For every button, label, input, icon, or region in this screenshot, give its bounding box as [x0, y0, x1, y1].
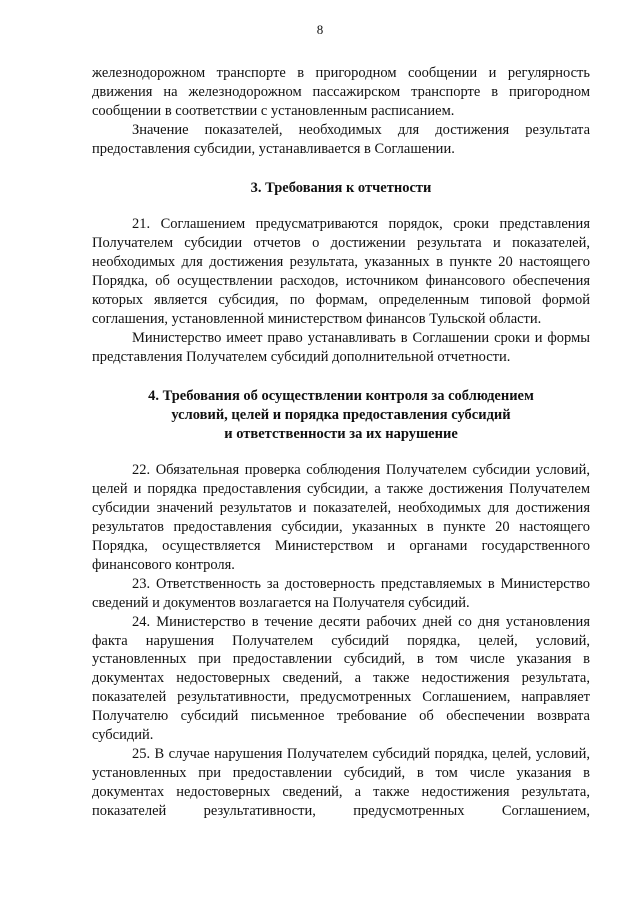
paragraph-25: 25. В случае нарушения Получателем субсидий порядка, целей, условий, установленных при предоставлении субсидий, в том числе указания в документах недостоверных сведений, а также недостижения результата, показателей результативности, предусмотренных Соглашением,	[92, 746, 590, 819]
paragraph-continuation: железнодорожном транспорте в пригородном сообщении и регулярность движения на железнодорожном пассажирском транспорте в пригородном сообщении в соответствии с установленным расписанием.	[92, 65, 590, 119]
section-heading-4-line-1: 4. Требования об осуществлении контроля за соблюдением	[148, 387, 534, 404]
paragraph-22: 22. Обязательная проверка соблюдения Получателем субсидии условий, целей и порядка предоставления субсидии, а также достижения Получателем субсидии значений результатов и показателей, необходимых для достижения результатов предоставления субсидии, указанных в пункте 20 настоящего Порядка, осуществляется Министерством и органами государственного финансового контроля.	[92, 462, 590, 573]
document-body	[92, 64, 590, 821]
page-number: 8	[316, 22, 324, 37]
paragraph-21-ministry: Министерство имеет право устанавливать в Соглашении сроки и формы представления Получателем субсидий дополнительной отчетности.	[92, 329, 590, 365]
paragraph-24: 24. Министерство в течение десяти рабочих дней со дня установления факта нарушения Получателем субсидий порядка, целей, условий, установленных при предоставлении субсидий, в том числе указания в документах недостоверных сведений, а также недостижения результата, показателей результативности, предусмотренных Соглашением, направляет Получателю субсидий письменное требование об обеспечении возврата субсидий.	[92, 613, 590, 744]
paragraph-21: 21. Соглашением предусматриваются порядок, сроки представления Получателем субсидии отчетов о достижении результата и показателей, необходимых для достижения результата, указанных в пункте 20 настоящего Порядка, об осуществлении расходов, источником финансового обеспечения которых является субсидия, по формам, определенным типовой формой соглашения, установленной министерством финансов Тульской области.	[92, 216, 590, 327]
section-heading-4-line-3: и ответственности за их нарушение	[224, 425, 458, 442]
paragraph-indicator-value: Значение показателей, необходимых для достижения результата предоставления субсидии, устанавливается в Соглашении.	[92, 121, 590, 157]
section-heading-3: 3. Требования к отчетности	[250, 179, 432, 196]
paragraph-23: 23. Ответственность за достоверность представляемых в Министерство сведений и документов возлагается на Получателя субсидий.	[92, 575, 590, 611]
section-heading-4-line-2: условий, целей и порядка предоставления субсидий	[171, 406, 511, 423]
